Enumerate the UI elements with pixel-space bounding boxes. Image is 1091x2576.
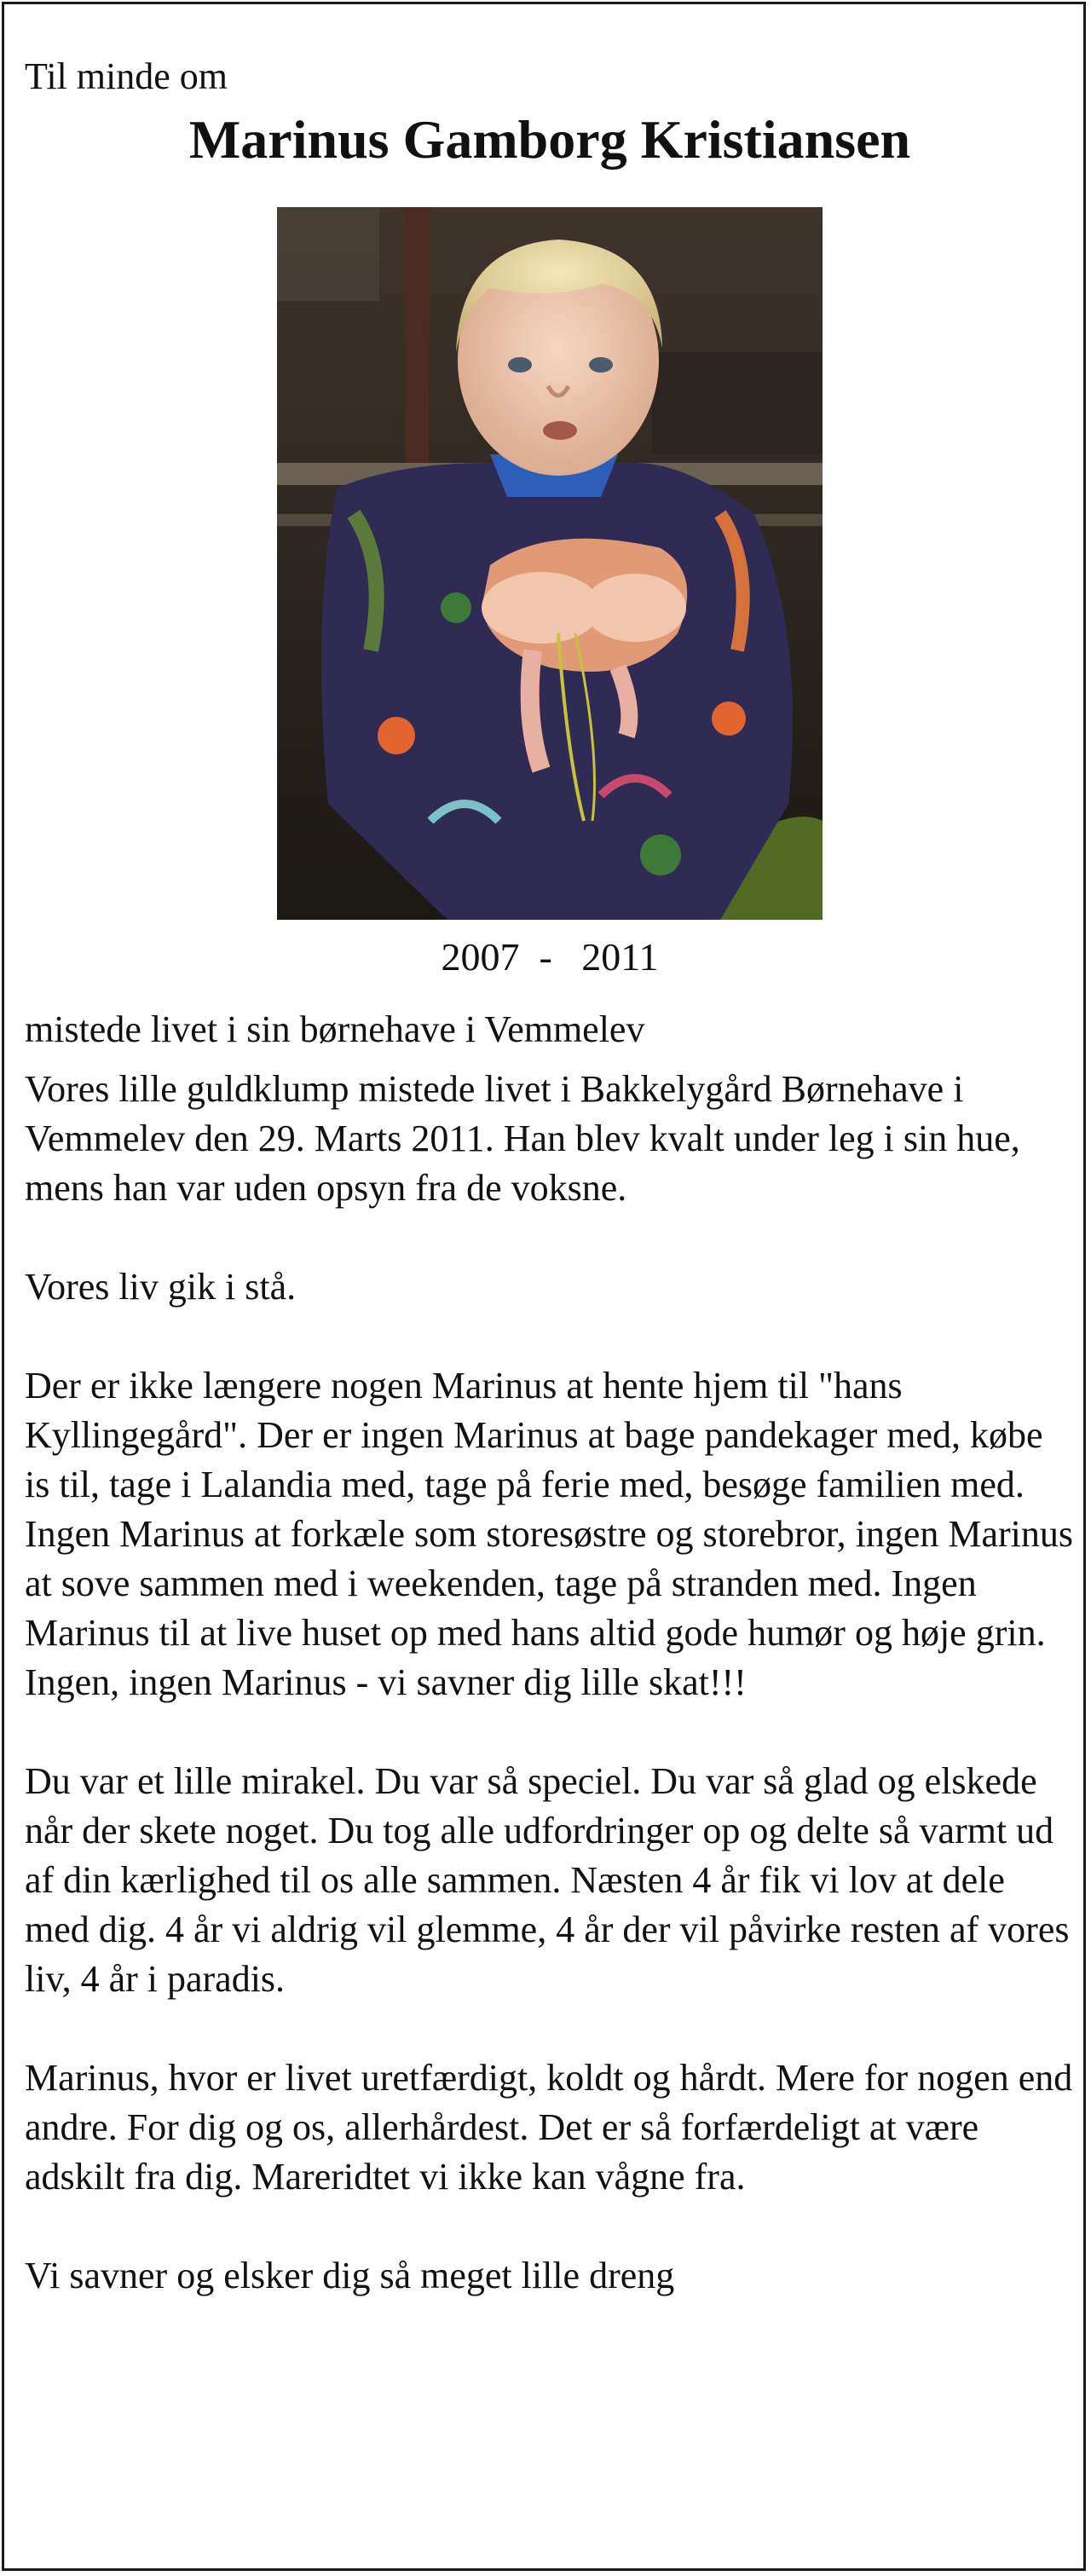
paragraph-3: Der er ikke længere nogen Marinus at hente hjem til "hans Kyllingegård". Der er ingen Marinus at bage pandekager med, købe is til, tage i Lalandia med, tage på ferie med, besøge familien med. Ingen Marinus at forkæle som storesøstre og storebror, ingen Marinus at sove sammen med i weekenden, tage på stranden med. Ingen Marinus til at live huset op med hans altid gode humør og høje grin. Ingen, ingen Marinus - vi savner dig lille skat!!! — [25, 1365, 1074, 1703]
paragraph-2: Vores liv gik i stå. — [25, 1266, 297, 1308]
intro-text: Til minde om — [25, 55, 228, 97]
paragraph-1: Vores lille guldklump mistede livet i Bakkelygård Børnehave i Vemmelev den 29. Marts 2011. Han blev kvalt under leg i sin hue, mens han var uden opsyn fra de voksne. — [25, 1068, 1020, 1209]
deceased-name: Marinus Gamborg Kristiansen — [188, 109, 911, 170]
life-dates: 2007 - 2011 — [441, 935, 659, 979]
memorial-photo — [277, 207, 823, 920]
paragraph-6: Vi savner og elsker dig så meget lille dreng — [25, 2255, 675, 2296]
obituary-frame — [2, 2, 1086, 2571]
paragraph-5: Marinus, hvor er livet uretfærdigt, koldt og hårdt. Mere for nogen end andre. For dig og os, allerhårdest. Det er så forfærdeligt at være adskilt fra dig. Mareridtet vi ikke kan vågne fra. — [25, 2057, 1073, 2198]
subtitle: mistede livet i sin børnehave i Vemmelev — [25, 1008, 645, 1050]
obituary-content — [25, 54, 1075, 2301]
paragraph-4: Du var et lille mirakel. Du var så speciel. Du var så glad og elskede når der skete noget. Du tog alle udfordringer op og delte så varmt ud af din kærlighed til os alle sammen. Næsten 4 år fik vi lov at dele med dig. 4 år vi aldrig vil glemme, 4 år der vil påvirke resten af vores liv, 4 år i paradis. — [25, 1760, 1070, 2000]
